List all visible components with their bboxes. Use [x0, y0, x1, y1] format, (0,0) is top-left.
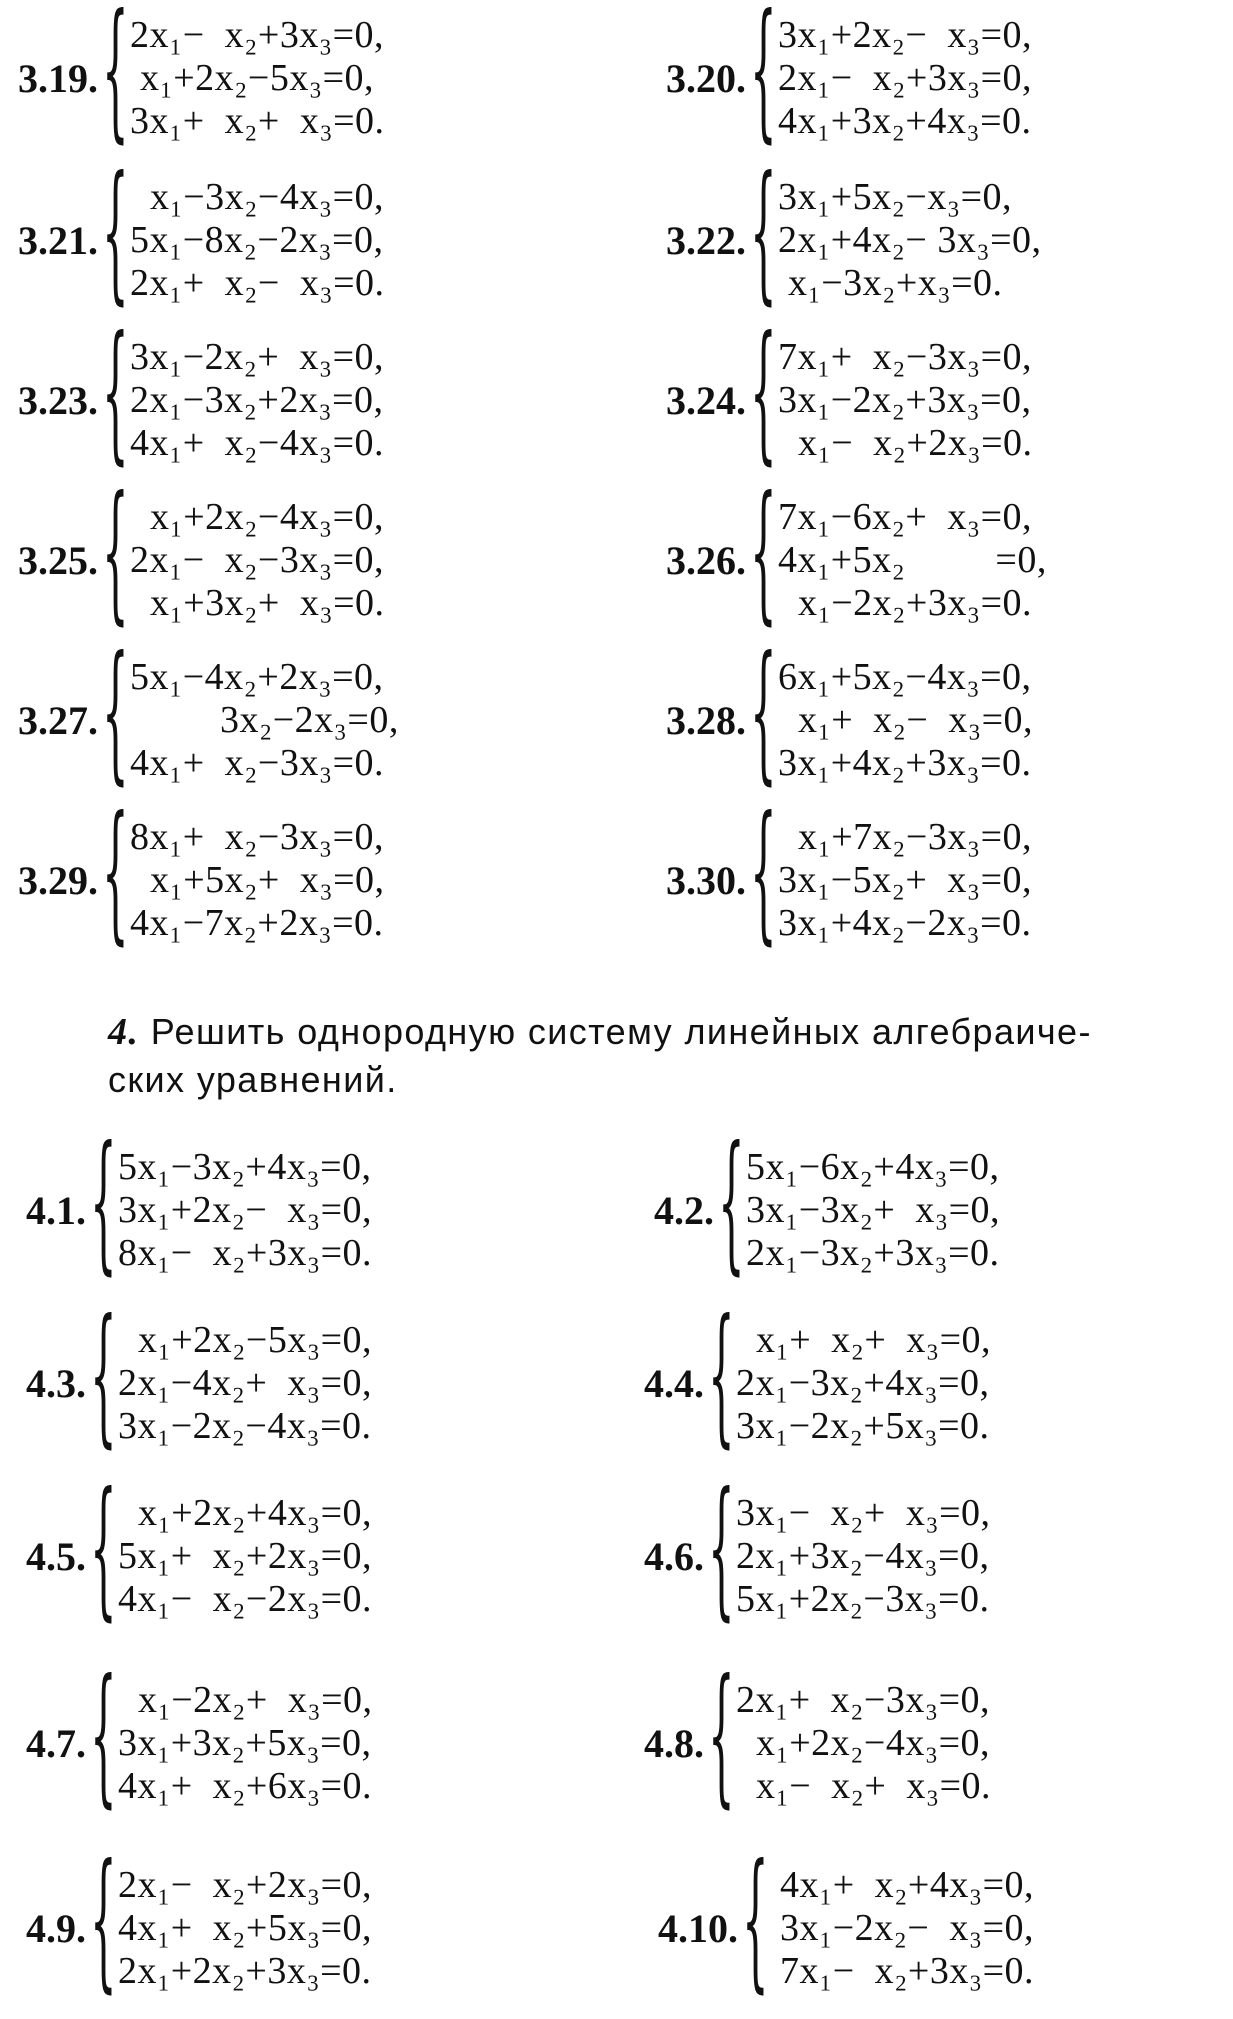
left-brace: { — [102, 0, 129, 157]
left-brace: { — [102, 625, 129, 799]
problem-number: 3.27. — [18, 697, 98, 743]
equation: 4x₁+3x₂+4x₃=0. — [778, 100, 1032, 142]
equation: 5x₁−3x₂+4x₃=0, — [118, 1146, 372, 1188]
equation: x₁+5x₂+ x₃=0, — [130, 859, 385, 901]
problem-3-19 — [0, 0, 385, 157]
equation: 3x₁− x₂+ x₃=0, — [736, 1492, 991, 1534]
equation: 3x₁+4x₂+3x₃=0. — [778, 742, 1032, 784]
problem-number: 3.20. — [666, 55, 746, 101]
equation: 2x₁−3x₂+3x₃=0. — [746, 1232, 1000, 1274]
equation: 3x₁+2x₂− x₃=0, — [778, 14, 1033, 56]
problem-4-1 — [0, 1115, 373, 1289]
equation: 3x₁−2x₂−4x₃=0. — [118, 1405, 372, 1447]
equation-system — [130, 176, 385, 304]
problem-3-20 — [648, 0, 1033, 157]
problem-number: 3.28. — [666, 697, 746, 743]
left-brace: { — [750, 465, 777, 639]
equation-system — [118, 1864, 372, 1992]
problem-3-27 — [0, 625, 399, 799]
equation: 2x₁+4x₂− 3x₃=0, — [778, 219, 1042, 261]
equation-system — [130, 336, 384, 464]
problem-number: 4.10. — [658, 1905, 738, 1951]
left-brace: { — [750, 145, 777, 319]
problem-number: 4.7. — [26, 1720, 86, 1766]
equation: 4x₁+ x₂+5x₃=0, — [118, 1907, 373, 1949]
problem-4-9 — [0, 1833, 373, 2007]
equation: 3x₁+ x₂+ x₃=0. — [130, 100, 385, 142]
equation: 3x₁+5x₂−x₃=0, — [778, 176, 1013, 218]
left-brace: { — [750, 625, 777, 799]
problem-number: 4.5. — [26, 1533, 86, 1579]
left-brace: { — [90, 1115, 117, 1289]
equation: 3x₁−2x₂+5x₃=0. — [736, 1405, 990, 1447]
problem-4-5 — [0, 1461, 373, 1635]
equation: 4x₁− x₂−2x₃=0. — [118, 1578, 373, 1620]
equation: x₁−3x₂−4x₃=0, — [130, 176, 385, 218]
equation: 5x₁+ x₂+2x₃=0, — [118, 1535, 373, 1577]
problem-number: 4.8. — [644, 1720, 704, 1766]
problem-4-2 — [616, 1115, 1001, 1289]
problem-number: 4.3. — [26, 1360, 86, 1406]
problem-number: 3.21. — [18, 217, 98, 263]
equation-system — [736, 1679, 991, 1807]
left-brace: { — [102, 145, 129, 319]
equation-system — [778, 14, 1032, 142]
equation: x₁+2x₂−5x₃=0, — [130, 57, 375, 99]
equation: x₁− x₂+2x₃=0. — [778, 422, 1033, 464]
problem-number: 4.4. — [644, 1360, 704, 1406]
equation: x₁−3x₂+x₃=0. — [778, 262, 1003, 304]
equation: 3x₁−2x₂+3x₃=0, — [778, 379, 1032, 421]
left-brace: { — [90, 1833, 117, 2007]
equation: 7x₁+ x₂−3x₃=0, — [778, 336, 1033, 378]
problem-3-25 — [0, 465, 385, 639]
equation: 4x₁+ x₂+4x₃=0, — [770, 1864, 1035, 1906]
equation: x₁+2x₂−5x₃=0, — [118, 1319, 373, 1361]
left-brace: { — [90, 1288, 117, 1462]
equation-system — [778, 176, 1042, 304]
equation: x₁−2x₂+ x₃=0, — [118, 1679, 373, 1721]
problem-number: 3.30. — [666, 857, 746, 903]
equation: 2x₁+2x₂+3x₃=0. — [118, 1950, 372, 1992]
equation: 2x₁− x₂+3x₃=0, — [778, 57, 1033, 99]
left-brace: { — [102, 465, 129, 639]
section-4-heading — [108, 1008, 1188, 1104]
equation-system — [778, 496, 1047, 624]
equation: x₁+7x₂−3x₃=0, — [778, 816, 1033, 858]
equation: 4x₁+ x₂+6x₃=0. — [118, 1765, 373, 1807]
problem-number: 4.1. — [26, 1187, 86, 1233]
equation: 4x₁+5x₂ =0, — [778, 539, 1047, 581]
problem-3-22 — [648, 145, 1042, 319]
equation: x₁+ x₂− x₃=0, — [778, 699, 1034, 741]
equation-system — [736, 1319, 991, 1447]
equation: 8x₁− x₂+3x₃=0. — [118, 1232, 373, 1274]
equation: 4x₁+ x₂−4x₃=0. — [130, 422, 385, 464]
problem-3-21 — [0, 145, 385, 319]
equation-system — [778, 816, 1032, 944]
equation-system — [118, 1146, 372, 1274]
heading-line-2: ских уравнений. — [108, 1059, 398, 1100]
equation: x₁+2x₂−4x₃=0, — [130, 496, 385, 538]
equation: 2x₁+3x₂−4x₃=0, — [736, 1535, 990, 1577]
problem-number: 3.19. — [18, 55, 98, 101]
equation: 6x₁+5x₂−4x₃=0, — [778, 656, 1032, 698]
equation: 5x₁−8x₂−2x₃=0, — [130, 219, 384, 261]
problem-number: 4.9. — [26, 1905, 86, 1951]
heading-line-1: Решить однородную систему линейных алгебраиче- — [150, 1011, 1092, 1052]
equation-system — [130, 14, 385, 142]
equation-system — [778, 336, 1033, 464]
problem-4-3 — [0, 1288, 373, 1462]
problem-number: 3.25. — [18, 537, 98, 583]
problem-3-26 — [648, 465, 1047, 639]
equation: 2x₁−3x₂+2x₃=0, — [130, 379, 384, 421]
equation: x₁+2x₂−4x₃=0, — [736, 1722, 991, 1764]
problem-3-24 — [648, 305, 1033, 479]
equation: 3x₁−2x₂− x₃=0, — [770, 1907, 1035, 1949]
equation: 2x₁−3x₂+4x₃=0, — [736, 1362, 990, 1404]
left-brace: { — [718, 1115, 745, 1289]
equation: 4x₁−7x₂+2x₃=0. — [130, 902, 384, 944]
equation-system — [130, 816, 385, 944]
left-brace: { — [742, 1833, 769, 2007]
problem-number: 3.24. — [666, 377, 746, 423]
equation: 7x₁− x₂+3x₃=0. — [770, 1950, 1035, 1992]
left-brace: { — [90, 1461, 117, 1635]
problem-3-30 — [648, 785, 1033, 959]
equation: 4x₁+ x₂−3x₃=0. — [130, 742, 385, 784]
equation-system — [118, 1492, 372, 1620]
equation: 7x₁−6x₂+ x₃=0, — [778, 496, 1033, 538]
problem-number: 4.6. — [644, 1533, 704, 1579]
equation: 2x₁+ x₂− x₃=0. — [130, 262, 385, 304]
equation: x₁+ x₂+ x₃=0, — [736, 1319, 992, 1361]
equation: 2x₁− x₂−3x₃=0, — [130, 539, 385, 581]
equation-system — [118, 1319, 372, 1447]
equation-system — [736, 1492, 991, 1620]
left-brace: { — [750, 785, 777, 959]
problem-4-6 — [606, 1461, 991, 1635]
equation: x₁−2x₂+3x₃=0. — [778, 582, 1033, 624]
equation: 5x₁+2x₂−3x₃=0. — [736, 1578, 990, 1620]
equation: 2x₁+ x₂−3x₃=0, — [736, 1679, 991, 1721]
left-brace: { — [750, 305, 777, 479]
equation-system — [130, 656, 399, 784]
problem-3-29 — [0, 785, 385, 959]
left-brace: { — [750, 0, 777, 157]
equation: 3x₁−5x₂+ x₃=0, — [778, 859, 1033, 901]
problem-number: 3.29. — [18, 857, 98, 903]
problem-4-4 — [606, 1288, 992, 1462]
equation: x₁− x₂+ x₃=0. — [736, 1765, 992, 1807]
equation-system — [778, 656, 1033, 784]
equation: 5x₁−4x₂+2x₃=0, — [130, 656, 384, 698]
equation-system — [118, 1679, 373, 1807]
equation: 3x₁+2x₂− x₃=0, — [118, 1189, 373, 1231]
equation: 3x₁+3x₂+5x₃=0, — [118, 1722, 372, 1764]
equation: 3x₁−3x₂+ x₃=0, — [746, 1189, 1001, 1231]
equation-system — [770, 1864, 1034, 1992]
equation: 3x₂−2x₃=0, — [130, 699, 399, 741]
problem-number: 3.22. — [666, 217, 746, 263]
section-number: 4. — [108, 1011, 140, 1053]
equation: 8x₁+ x₂−3x₃=0, — [130, 816, 385, 858]
problem-4-8 — [606, 1648, 992, 1822]
left-brace: { — [708, 1461, 735, 1635]
problem-number: 4.2. — [654, 1187, 714, 1233]
left-brace: { — [102, 785, 129, 959]
problem-4-7 — [0, 1648, 373, 1822]
problem-number: 3.23. — [18, 377, 98, 423]
problem-4-10 — [640, 1833, 1035, 2007]
equation: x₁+3x₂+ x₃=0. — [130, 582, 385, 624]
left-brace: { — [708, 1288, 735, 1462]
equation: 3x₁+4x₂−2x₃=0. — [778, 902, 1032, 944]
problem-3-28 — [648, 625, 1034, 799]
equation-system — [130, 496, 385, 624]
equation: 2x₁− x₂+3x₃=0, — [130, 14, 385, 56]
equation: x₁+2x₂+4x₃=0, — [118, 1492, 373, 1534]
problem-3-23 — [0, 305, 385, 479]
problem-number: 3.26. — [666, 537, 746, 583]
left-brace: { — [90, 1648, 117, 1822]
equation: 2x₁− x₂+2x₃=0, — [118, 1864, 373, 1906]
left-brace: { — [102, 305, 129, 479]
equation: 2x₁−4x₂+ x₃=0, — [118, 1362, 373, 1404]
equation: 5x₁−6x₂+4x₃=0, — [746, 1146, 1000, 1188]
left-brace: { — [708, 1648, 735, 1822]
equation: 3x₁−2x₂+ x₃=0, — [130, 336, 385, 378]
equation-system — [746, 1146, 1000, 1274]
